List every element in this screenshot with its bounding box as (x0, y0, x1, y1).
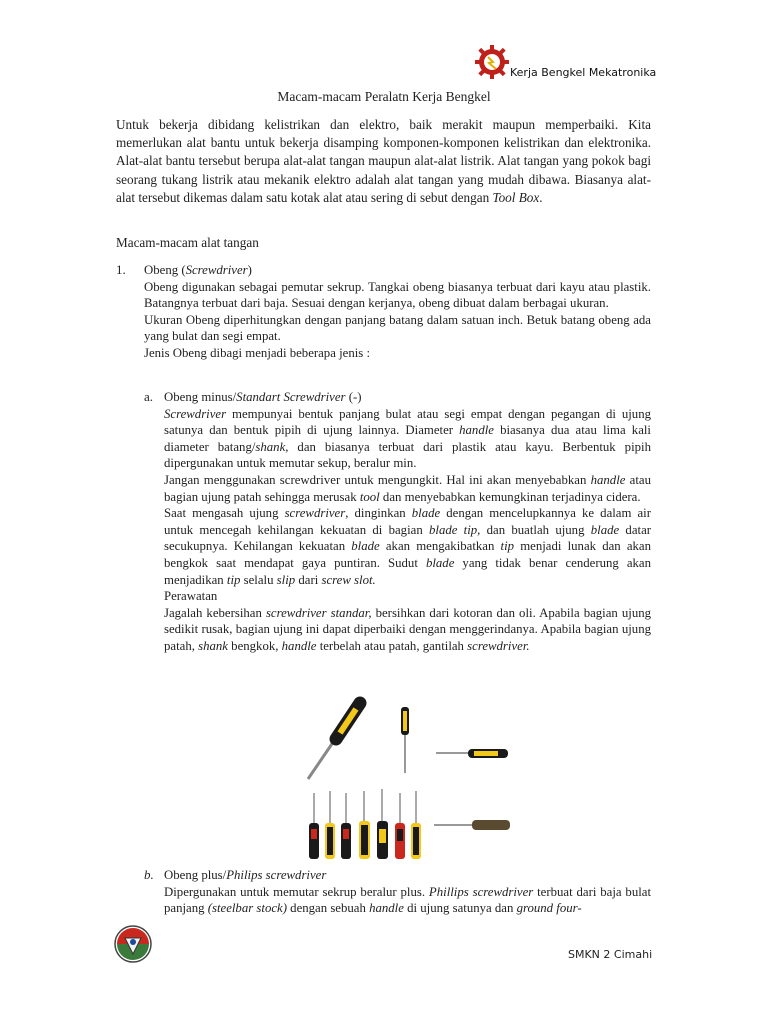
item1-block (144, 262, 651, 362)
sub-b-heading: Obeng plus/Philips screwdriver (164, 868, 327, 882)
screwdriver-brown-icon (434, 820, 510, 830)
item1-paragraph-2: Ukuran Obeng diperhitungkan dengan panjang batang dalam satuan inch. Betuk batang obeng ada yang bulat dan segi empat. (144, 312, 651, 344)
care-heading: Perawatan (164, 589, 218, 604)
sub-marker-b: b. (144, 867, 154, 882)
header-title: Kerja Bengkel Mekatronika (510, 66, 657, 79)
screwdriver-horizontal-icon (436, 749, 508, 758)
list-number: 1. (116, 262, 126, 277)
sub-a-paragraph-1: Screwdriver mempunyai bentuk panjang bulat atau segi empat dengan pegangan di ujung satunya dan bentuk pipih di ujung lainnya. Diameter handle biasanya dua atau lima kali diameter batang/shank, dan biasanya terbuat dari plastik atau kayu. Berbentuk pipih dipergunakan untuk memutar sekup, beralur min. (164, 406, 651, 471)
sub-a-paragraph-2: Jangan menggunakan screwdriver untuk mengungkit. Hal ini akan menyebabkan handle atau bagian ujung patah sehingga merusak tool dan menyebabkan kemungkinan terjadinya cidera. (164, 472, 651, 504)
item1-paragraph-3: Jenis Obeng dibagi menjadi beberapa jenis : (144, 345, 371, 360)
school-emblem-icon (113, 924, 153, 964)
screwdriver-vertical-icon (401, 707, 409, 773)
sub-a-heading: Obeng minus/Standart Screwdriver (-) (164, 390, 362, 404)
sub-b-block (164, 867, 651, 917)
item1-paragraph-1: Obeng digunakan sebagai pemutar sekrup. Tangkai obeng biasanya terbuat dari kayu atau plastik. Batangnya terbuat dari baja. Sesuai dengan kerjanya, obeng dibuat dalam berbagai ukuran. (144, 279, 651, 311)
intro-paragraph: Untuk bekerja dibidang kelistrikan dan elektro, baik merakit maupun memperbaiki. Kita memerlukan alat bantu untuk bekerja disamping komponen-komponen kelistrikan dan elektronika. Alat-alat bantu tersebut berupa alat-alat tangan maupun alat-alat listrik. Alat tangan yang pokok bagi seorang tukang listrik atau mekanik elektro adalah alat tangan yang mudah dibawa. Biasanya alat-alat tersebut dikemas dalam satu kotak alat atau sering di sebut dengan Tool Box. (116, 117, 651, 205)
screwdriver-photo (300, 695, 520, 865)
screwdriver-diagonal-icon (308, 703, 360, 779)
sub-a-paragraph-3: Saat mengasah ujung screwdriver, dinginkan blade dengan mencelupkannya ke dalam air untuk mencegah kehilangan kekuatan di bagian blade tip, dan buatlah ujung blade datar secukupnya. Kehilangan kekuatan blade akan mengakibatkan tip menjadi lunak dan akan bengkok saat mendapat gaya puntiran. Sudut blade yang tidak benar cenderung akan menjadikan tip selalu slip dari screw slot. (164, 506, 652, 587)
sub-b-paragraph: Dipergunakan untuk memutar sekrup beralur plus. Phillips screwdriver terbuat dari baja bulat panjang (steelbar stock) dengan sebuah handle di ujung satunya dan ground four- (164, 884, 652, 916)
item1-heading: Obeng (Screwdriver) (144, 263, 252, 277)
sub-marker-a: a. (144, 389, 154, 404)
care-paragraph: Jagalah kebersihan screwdriver standar, bersihkan dari kotoran dan oli. Apabila bagian ujung sedikit rusak, bagian ujung ini dapat diperbaiki dengan menggerindanya. Apabila bagian ujung patah, shank bengkok, handle terbelah atau patah, gantilah screwdriver. (164, 605, 652, 653)
footer-school: SMKN 2 Cimahi (568, 948, 653, 961)
sub-a-block (164, 389, 651, 655)
gear-logo-icon (474, 44, 510, 80)
screwdriver-set-icon (309, 789, 421, 859)
page-title: Macam-macam Peralatn Kerja Bengkel (277, 89, 491, 104)
section-heading: Macam-macam alat tangan (116, 235, 259, 250)
